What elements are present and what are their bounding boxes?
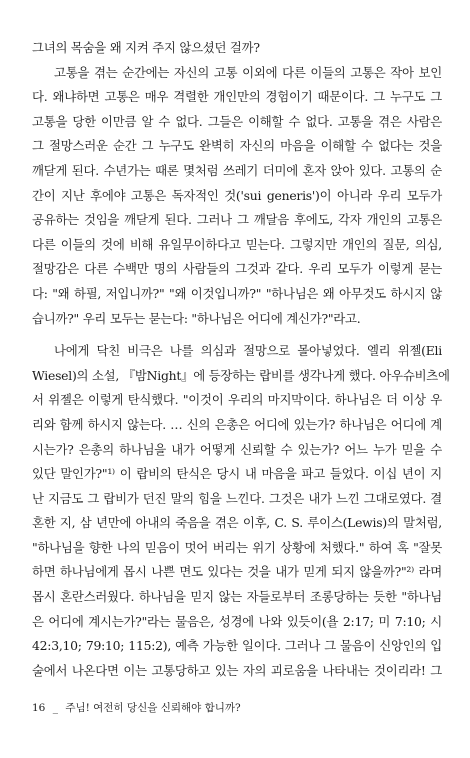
text-line: 다: "왜 하필, 저입니까?" "왜 이것입니까?" "하나님은 왜 아무것도 하시지 않 bbox=[32, 285, 442, 301]
text-line: 그녀의 목숨을 왜 지켜 주지 않으셨던 걸까? bbox=[32, 40, 260, 55]
text-line: 다른 이들의 것에 비해 유일무이하다고 믿는다. 그렇지만 개인의 질문, 의심, bbox=[32, 236, 442, 252]
text-line: 술에서 나온다면 이는 고통당하고 있는 자의 괴로움을 나타내는 것이리라! 그 bbox=[32, 662, 442, 678]
text-line: 시는가? 은총의 하나님을 내가 어떻게 신뢰할 수 있는가? 어느 누가 믿을 수 bbox=[32, 441, 442, 457]
text-line: 그 절망스러운 순간 그 누구도 완벽히 자신의 마음을 이해할 수 없다는 것을 bbox=[32, 138, 442, 154]
page-number: 16 bbox=[32, 702, 46, 714]
body-text bbox=[32, 36, 450, 683]
text-line: 몹시 혼란스러웠다. 하나님을 믿지 않는 자들로부터 조롱당하는 듯한 "하나님 bbox=[32, 589, 442, 605]
text-line: 은 어디에 계시는가?"라는 물음은, 성경에 나와 있듯이(욜 2:17; 미 7:10; 시 bbox=[32, 613, 442, 629]
text-line: 리와 함께 하시지 않는다. … 신의 은총은 어디에 있는가? 하나님은 어디에 계 bbox=[32, 416, 442, 432]
text-line: 간이 지난 후에야 고통은 독자적인 것('sui generis')이 아니라 우리 모두가 bbox=[32, 187, 442, 203]
text-line: 고통을 당한 이만큼 알 수 없다. 그들은 이해할 수 없다. 고통을 겪은 사람은 bbox=[32, 113, 442, 129]
text-line: 하면 하나님에게 몹시 나쁜 면도 있다는 것을 내가 믿게 되지 않을까?"²⁾ 라며 bbox=[32, 564, 442, 580]
text-line: 다. 왜냐하면 고통은 매우 격렬한 개인만의 경험이기 때문이다. 그 누구도 그 bbox=[32, 89, 442, 105]
running-title: 주님! 여전히 당신을 신뢰해야 합니까? bbox=[65, 702, 241, 714]
text-line: 42:3,10; 79:10; 115:2), 예측 가능한 일이다. 그러나 그 물음이 신앙인의 입 bbox=[32, 638, 442, 654]
text-line: 나에게 닥친 비극은 나를 의심과 절망으로 몰아넣었다. 엘리 위젤(Eli bbox=[54, 343, 442, 359]
text-line: 있단 말인가?"¹⁾ 이 랍비의 탄식은 당시 내 마음을 파고 들었다. 이십 년이 지 bbox=[32, 466, 442, 482]
text-line: Wiesel)의 소설, 『밤Night』에 등장하는 랍비를 생각나게 했다. 아우슈비츠에 bbox=[32, 367, 450, 383]
text-line: 서 위젤은 이렇게 탄식했다. "이것이 우리의 마지막이다. 하나님은 더 이상 우 bbox=[32, 392, 442, 408]
text-line: "하나님을 향한 나의 믿음이 멋어 버리는 위기 상황에 처했다." 하여 혹 "잘못 bbox=[32, 539, 442, 555]
text-line: 공유하는 것임을 깨닫게 된다. 그러나 그 깨달음 후에도, 각자 개인의 고통은 bbox=[32, 212, 442, 228]
page-footer bbox=[32, 700, 241, 715]
footer-separator: _ bbox=[52, 702, 58, 714]
text-line: 절망감은 다른 수백만 명의 사람들의 그것과 같다. 우리 모두가 이렇게 묻는 bbox=[32, 261, 442, 277]
text-line: 난 지금도 그 랍비가 던진 말의 힘을 느낀다. 그것은 내가 느낀 그대로였다. 결 bbox=[32, 490, 442, 506]
text-line: 깨닫게 된다. 수년가는 때론 몇처럼 쓰레기 더미에 혼자 앉아 있다. 고통의 순 bbox=[32, 162, 442, 178]
text-line: 혼한 지, 삼 년만에 아내의 죽음을 겪은 이후, C. S. 루이스(Lewis)의 말처럼, bbox=[32, 515, 442, 531]
text-line: 고통을 겪는 순간에는 자신의 고통 이외에 다른 이들의 고통은 작아 보인 bbox=[54, 64, 442, 80]
text-line: 습니까?" 우리 모두는 묻는다: "하나님은 어디에 계신가?"라고. bbox=[32, 310, 361, 326]
